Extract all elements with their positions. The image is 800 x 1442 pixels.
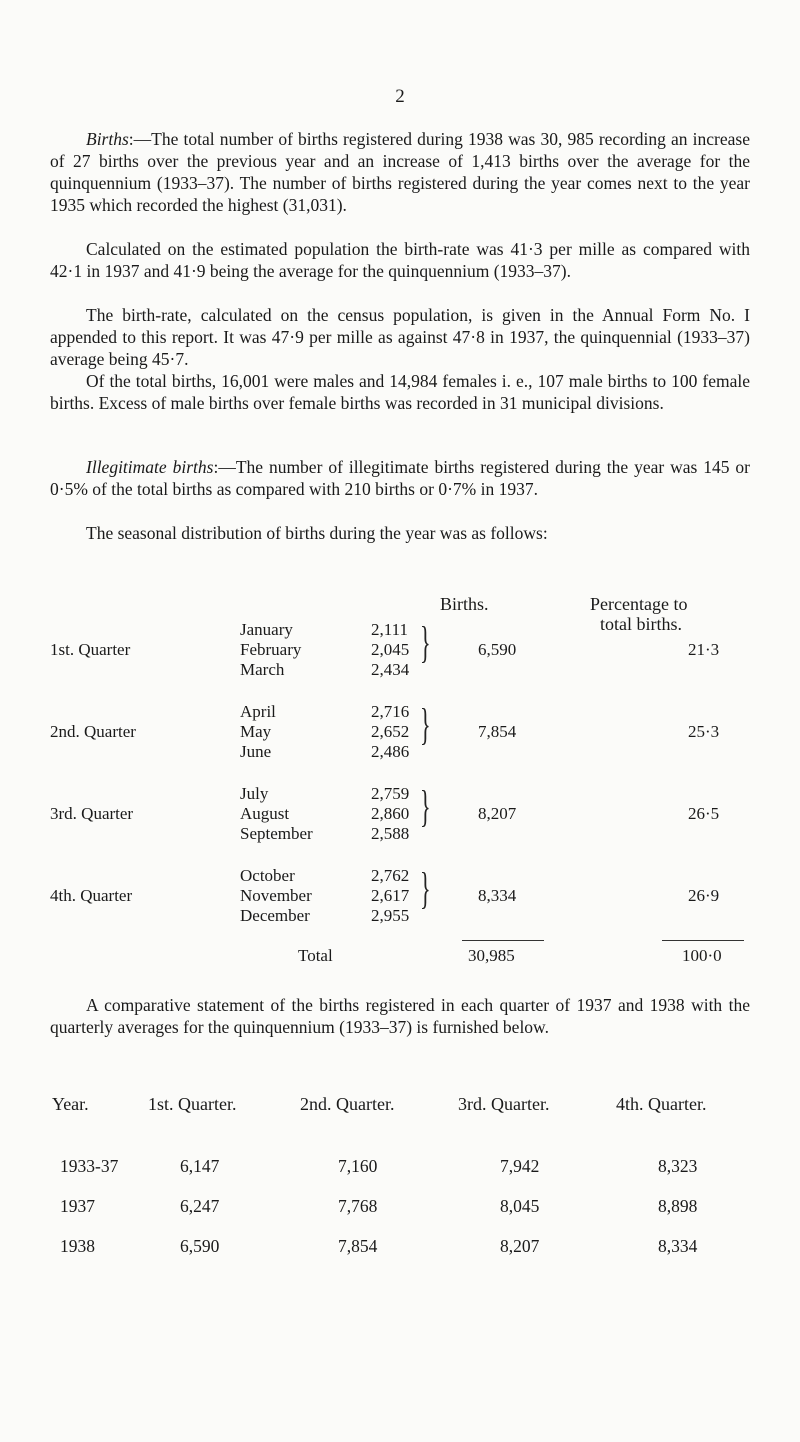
table-cell-year: 1933-37 — [60, 1156, 119, 1176]
month-births-value: 2,955 — [371, 906, 410, 925]
month-name: January — [240, 620, 293, 639]
month-name: June — [240, 742, 272, 761]
total-divider — [462, 940, 544, 941]
quarter-total: 7,854 — [478, 722, 517, 741]
quarter-label: 1st. Quarter — [50, 640, 131, 659]
comparative-text: A comparative statement of the births registered in each quarter of 1937 and 1938 with the quarterly averages for the quinquennium (1933–37) is furnished below. — [50, 995, 750, 1037]
grand-total: 30,985 — [468, 946, 515, 965]
column-header: 2nd. Quarter. — [300, 1094, 395, 1114]
table-cell: 8,898 — [658, 1196, 698, 1216]
page-number: 2 — [395, 86, 405, 107]
quarter-percentage: 26·5 — [688, 804, 720, 823]
illegitimate-text: :—The number of illegitimate births registered during the year was 145 or 0·5% of the total births as compared with 210 births or 0·7% in 1937. — [50, 457, 750, 499]
month-name: September — [240, 824, 313, 843]
table-cell: 7,854 — [338, 1236, 378, 1256]
month-name: August — [240, 804, 290, 823]
quarter-total: 8,334 — [478, 886, 517, 905]
quarter-label: 4th. Quarter — [50, 886, 133, 905]
table-cell: 6,247 — [180, 1196, 220, 1216]
month-births-value: 2,762 — [371, 866, 410, 885]
month-name: November — [240, 886, 312, 905]
month-name: February — [240, 640, 302, 659]
month-births-value: 2,860 — [371, 804, 410, 823]
births-column-header: Births. — [440, 594, 489, 614]
month-name: July — [240, 784, 269, 803]
table-cell-year: 1937 — [60, 1196, 95, 1216]
illegitimate-heading: Illegitimate births — [86, 457, 214, 477]
quarter-total: 8,207 — [478, 804, 517, 823]
month-births-value: 2,111 — [371, 620, 408, 639]
percentage-divider — [662, 940, 744, 941]
column-header: 4th. Quarter. — [616, 1094, 707, 1114]
births-heading: Births — [86, 129, 129, 149]
month-births-value: 2,617 — [371, 886, 410, 905]
column-header: 3rd. Quarter. — [458, 1094, 550, 1114]
month-births-value: 2,759 — [371, 784, 410, 803]
paragraph-comparative — [50, 994, 750, 1038]
table-cell: 7,942 — [500, 1156, 540, 1176]
seasonal-intro-text: The seasonal distribution of births during the year was as follows: — [86, 523, 548, 543]
table-cell: 7,160 — [338, 1156, 378, 1176]
percentage-header-line1: Percentage to — [590, 594, 688, 614]
month-births-value: 2,434 — [371, 660, 410, 679]
table-cell: 7,768 — [338, 1196, 378, 1216]
table-cell: 8,323 — [658, 1156, 698, 1176]
table-cell-year: 1938 — [60, 1236, 95, 1256]
month-births-value: 2,486 — [371, 742, 410, 761]
table-cell: 6,590 — [180, 1236, 220, 1256]
month-name: October — [240, 866, 295, 885]
percentage-header-line2: total births. — [600, 614, 682, 634]
quarter-percentage: 26·9 — [688, 886, 720, 905]
birth-rate-text: Calculated on the estimated population the birth-rate was 41·3 per mille as compared with 42·1 in 1937 and 41·9 being the average for the quinquennium (1933–37). — [50, 239, 750, 281]
month-births-value: 2,045 — [371, 640, 410, 659]
census-text: The birth-rate, calculated on the census population, is given in the Annual Form No. I appended to this report. It was 47·9 per mille as against 47·8 in 1937, the quinquennial (1933–37) average being 45·7. — [50, 305, 750, 369]
brace-icon: } — [420, 700, 431, 749]
brace-icon: } — [420, 618, 431, 667]
quarter-total: 6,590 — [478, 640, 517, 659]
month-births-value: 2,716 — [371, 702, 410, 721]
table-cell: 8,207 — [500, 1236, 540, 1256]
brace-icon: } — [420, 864, 431, 913]
quarter-percentage: 25·3 — [688, 722, 720, 741]
table-cell: 8,045 — [500, 1196, 540, 1216]
brace-icon: } — [420, 782, 431, 831]
table-cell: 6,147 — [180, 1156, 220, 1176]
column-header: Year. — [52, 1094, 89, 1114]
births-text: :—The total number of births registered during 1938 was 30, 985 recording an increase of 27 births over the previous year and an increase of 1,413 births over the average for the quinquennium (1933–37). The number of births registered during the year comes next to the year 1935 which recorded the highest (31,031). — [50, 129, 750, 215]
quarter-percentage: 21·3 — [688, 640, 720, 659]
month-name: March — [240, 660, 285, 679]
quarter-label: 3rd. Quarter — [50, 804, 134, 823]
quarter-label: 2nd. Quarter — [50, 722, 136, 741]
total-label: Total — [298, 946, 333, 965]
month-name: April — [240, 702, 276, 721]
month-name: May — [240, 722, 272, 741]
column-header: 1st. Quarter. — [148, 1094, 237, 1114]
month-name: December — [240, 906, 310, 925]
grand-percentage: 100·0 — [682, 946, 722, 965]
sex-ratio-text: Of the total births, 16,001 were males and 14,984 females i. e., 107 male births to 100 female births. Excess of male births over female births was recorded in 31 municipal divisions. — [50, 371, 750, 413]
table-cell: 8,334 — [658, 1236, 698, 1256]
month-births-value: 2,652 — [371, 722, 410, 741]
month-births-value: 2,588 — [371, 824, 410, 843]
